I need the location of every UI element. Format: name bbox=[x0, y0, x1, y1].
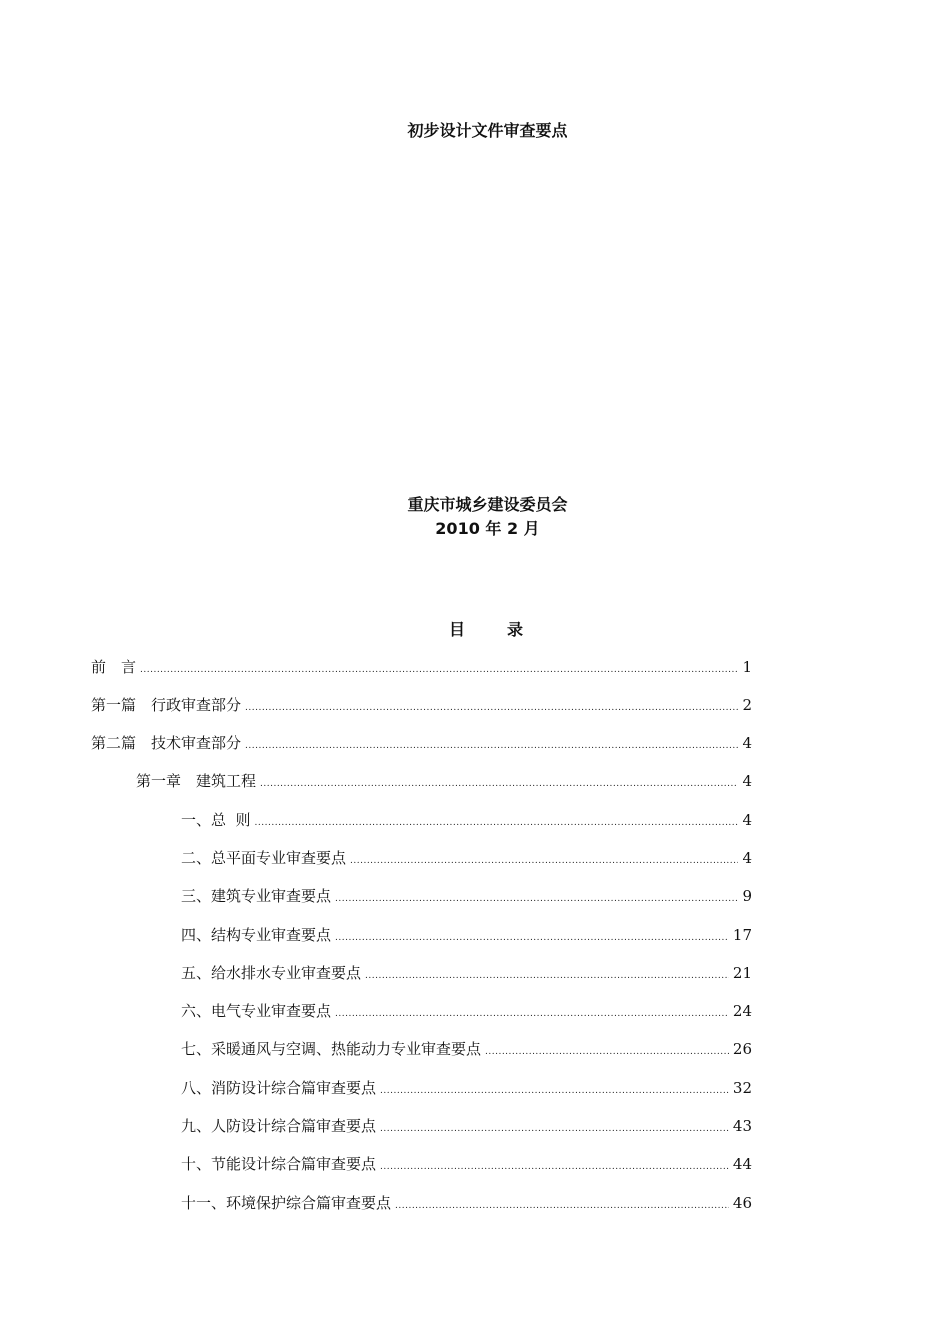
issue-date: 2010 年 2 月 bbox=[435, 519, 540, 538]
toc-leader-dots bbox=[380, 1157, 729, 1177]
toc-leader-dots bbox=[335, 928, 729, 948]
toc-heading-right: 录 bbox=[507, 620, 524, 639]
toc-leader-dots bbox=[245, 698, 738, 718]
toc-leader-dots bbox=[380, 1081, 729, 1101]
toc-leader-dots bbox=[260, 774, 738, 794]
toc-entry[interactable] bbox=[91, 733, 752, 756]
toc-entry-label: 四、结构专业审查要点 bbox=[181, 926, 332, 944]
toc-entry-page: 44 bbox=[732, 1155, 752, 1173]
toc-entry[interactable] bbox=[181, 925, 752, 948]
toc-entry[interactable] bbox=[181, 1116, 752, 1139]
toc-leader-dots bbox=[350, 851, 738, 871]
toc-entry-page: 4 bbox=[742, 811, 752, 829]
toc-leader-dots bbox=[335, 1004, 729, 1024]
toc-leader-dots bbox=[255, 813, 739, 833]
toc-entry-label: 五、给水排水专业审查要点 bbox=[181, 964, 362, 982]
toc-entry[interactable] bbox=[136, 771, 752, 794]
toc-entry-label: 七、采暖通风与空调、热能动力专业审查要点 bbox=[181, 1040, 482, 1058]
toc-entry-page: 4 bbox=[742, 734, 752, 752]
toc-entry-label: 第一篇 行政审查部分 bbox=[91, 696, 242, 714]
toc-entry-label: 第二篇 技术审查部分 bbox=[91, 734, 242, 752]
toc-entry[interactable] bbox=[181, 963, 752, 986]
toc-entry-page: 9 bbox=[742, 887, 752, 905]
toc-entry[interactable] bbox=[181, 848, 752, 871]
toc-entry-page: 4 bbox=[742, 772, 752, 790]
toc-entry-label: 十、节能设计综合篇审查要点 bbox=[181, 1155, 377, 1173]
toc-entry[interactable] bbox=[91, 695, 752, 718]
toc-entry-page: 46 bbox=[732, 1194, 752, 1212]
toc-leader-dots bbox=[380, 1119, 729, 1139]
toc-leader-dots bbox=[485, 1042, 729, 1062]
toc-entry-label: 一、总 则 bbox=[181, 811, 251, 829]
toc-entry-page: 1 bbox=[742, 658, 752, 676]
toc-entry-label: 前 言 bbox=[91, 658, 137, 676]
toc-leader-dots bbox=[335, 889, 738, 909]
document-title: 初步设计文件审查要点 bbox=[407, 121, 568, 140]
toc-leader-dots bbox=[365, 966, 729, 986]
toc-entry-page: 24 bbox=[732, 1002, 752, 1020]
toc-entry-page: 43 bbox=[732, 1117, 752, 1135]
toc-heading-left: 目 bbox=[449, 620, 466, 639]
toc-entry-label: 六、电气专业审查要点 bbox=[181, 1002, 332, 1020]
toc-entry[interactable] bbox=[181, 1078, 752, 1101]
toc-entry-label: 九、人防设计综合篇审查要点 bbox=[181, 1117, 377, 1135]
toc-entry[interactable] bbox=[181, 1193, 752, 1216]
toc-entry-page: 17 bbox=[732, 926, 752, 944]
toc-entry-page: 4 bbox=[742, 849, 752, 867]
toc-entry-page: 21 bbox=[732, 964, 752, 982]
toc-entry-label: 十一、环境保护综合篇审查要点 bbox=[181, 1194, 392, 1212]
toc-entry[interactable] bbox=[91, 657, 752, 680]
toc-entry[interactable] bbox=[181, 1001, 752, 1024]
toc-entry[interactable] bbox=[181, 886, 752, 909]
toc-entry-page: 2 bbox=[742, 696, 752, 714]
toc-leader-dots bbox=[245, 736, 738, 756]
toc-entry-label: 第一章 建筑工程 bbox=[136, 772, 257, 790]
toc-entry-page: 26 bbox=[732, 1040, 752, 1058]
toc-entry-page: 32 bbox=[732, 1079, 752, 1097]
toc-leader-dots bbox=[395, 1196, 729, 1216]
toc-entry-label: 三、建筑专业审查要点 bbox=[181, 887, 332, 905]
toc-entry-label: 八、消防设计综合篇审查要点 bbox=[181, 1079, 377, 1097]
issuing-organization: 重庆市城乡建设委员会 bbox=[407, 495, 568, 514]
toc-entry[interactable] bbox=[181, 1154, 752, 1177]
toc-entry[interactable] bbox=[181, 1039, 752, 1062]
toc-leader-dots bbox=[140, 660, 738, 680]
toc-entry[interactable] bbox=[181, 810, 752, 833]
toc-heading bbox=[449, 620, 523, 640]
toc-entry-label: 二、总平面专业审查要点 bbox=[181, 849, 347, 867]
